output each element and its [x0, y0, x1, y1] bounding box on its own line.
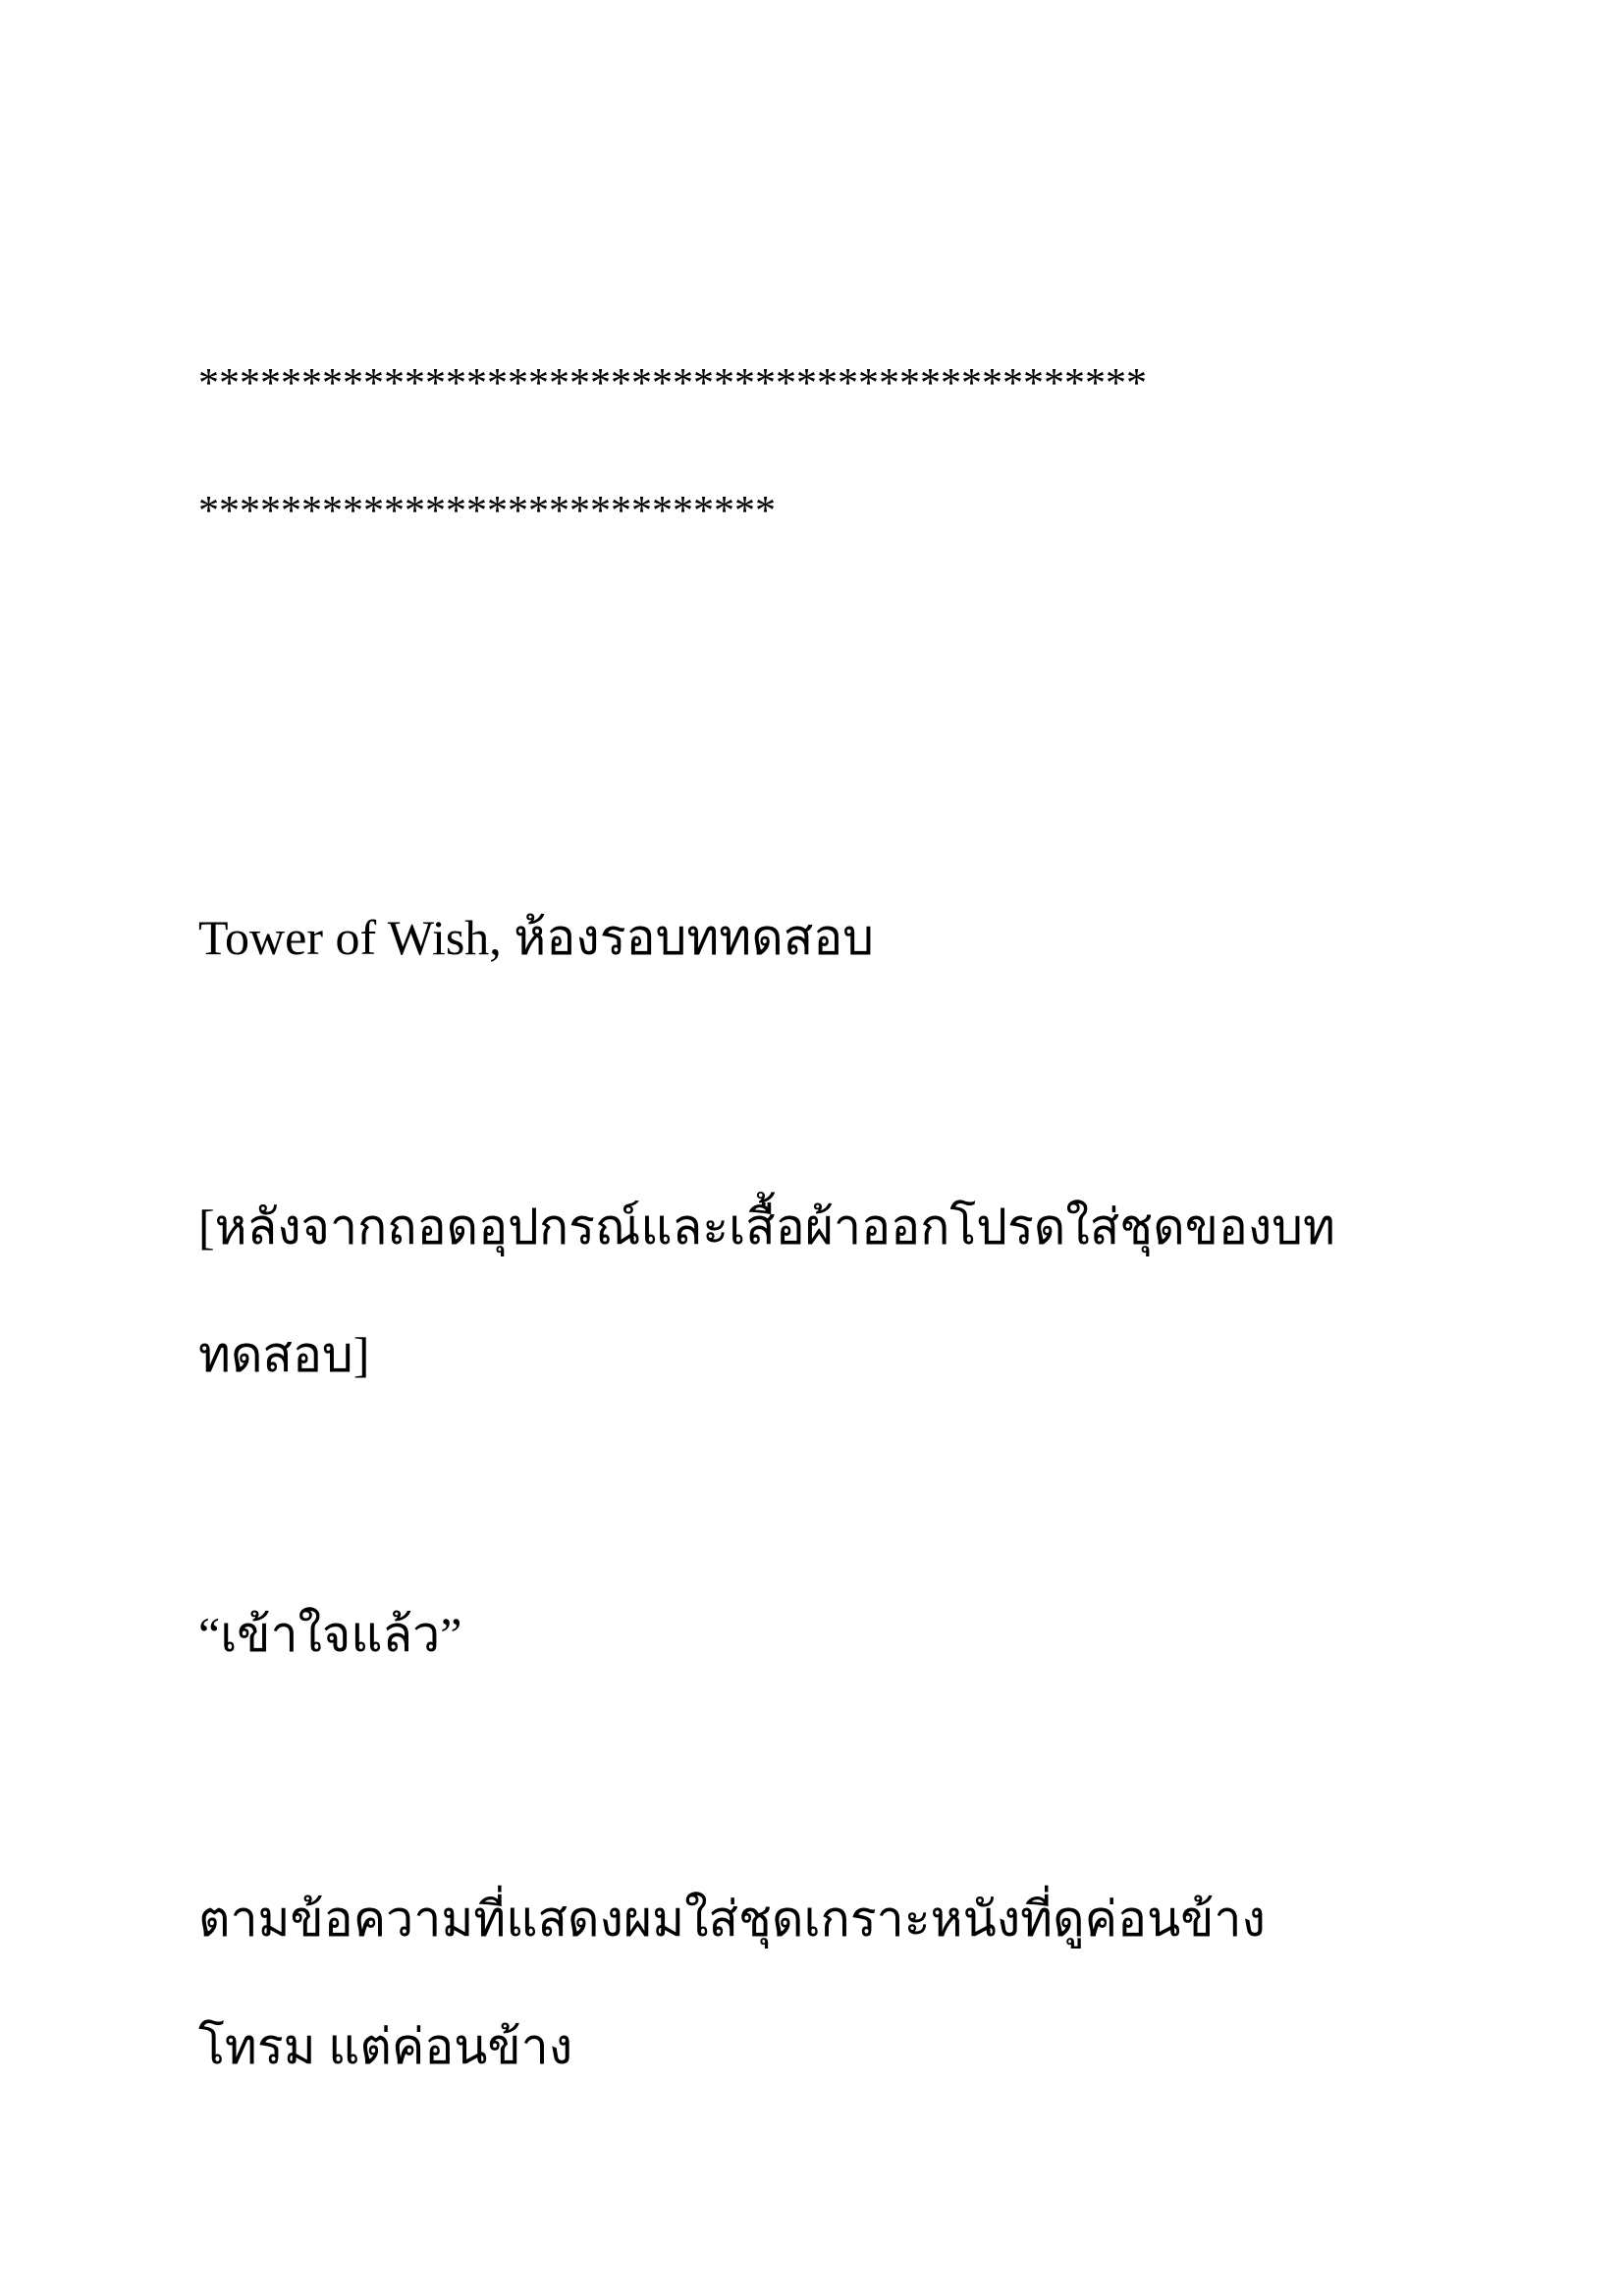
narration-line-2: โทรม แต่ค่อนข้าง — [198, 2019, 573, 2074]
separator-line-1: ********************************************** — [198, 361, 1147, 406]
separator-line-2: **************************** — [198, 489, 776, 534]
system-message-line-2: ทดสอบ] — [198, 1327, 370, 1382]
scene-heading: Tower of Wish, ห้องรอบททดสอบ — [198, 910, 874, 965]
narration-line-1: ตามข้อความที่แสดงผมใส่ชุดเกราะหนังที่ดูค่อนข้าง — [198, 1892, 1266, 1947]
system-message-line-1: [หลังจากถอดอุปกรณ์และเสื้อผ้าออกโปรดใส่ชุดของบท — [198, 1200, 1336, 1255]
dialogue-line: “เข้าใจแล้ว” — [198, 1607, 462, 1662]
